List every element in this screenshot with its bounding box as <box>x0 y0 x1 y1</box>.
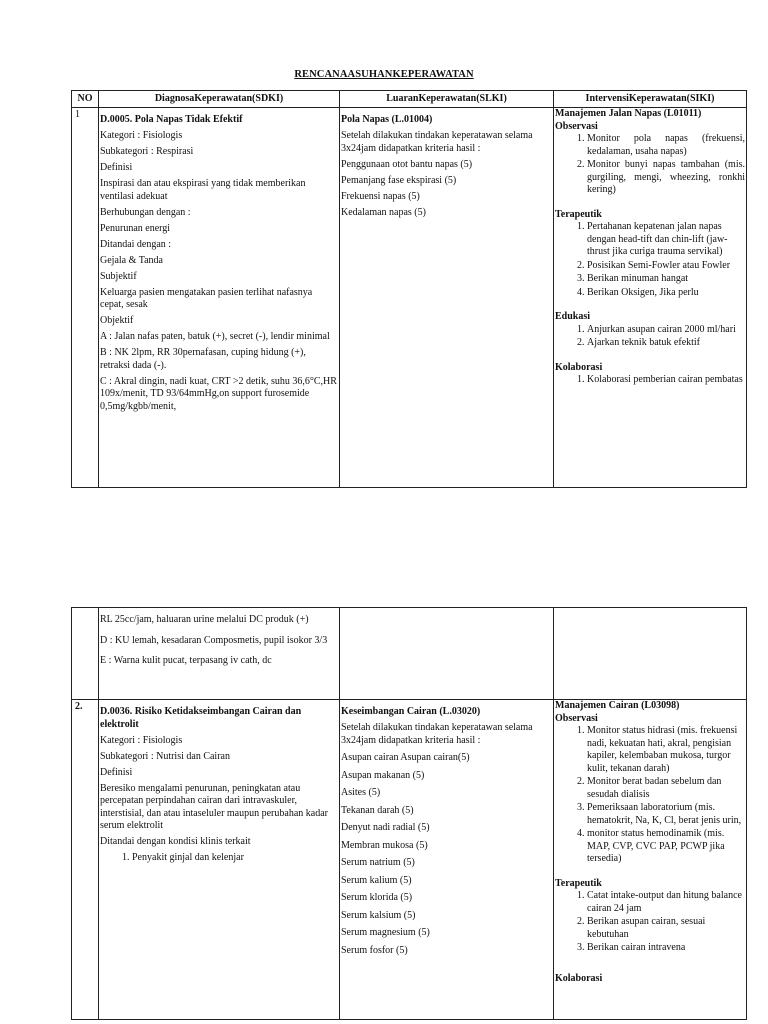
row-number: 2. <box>72 700 99 1020</box>
text-line: Pemanjang fase ekspirasi (5) <box>341 174 457 186</box>
list-item: 4. monitor status hemodinamik (mis. MAP, CVP, CVC PAP, PCWP jika tersedia) <box>587 828 745 866</box>
diagnosa-continued-lines <box>100 614 338 668</box>
row-number <box>72 608 99 700</box>
diagnosa-cell <box>99 108 340 488</box>
list-item: 2. Monitor bunyi napas tambahan (mis. gurgiling, mengi, wheezing, ronkhi kering) <box>587 159 745 197</box>
list-item: 3. Berikan cairan intravena <box>587 942 745 955</box>
list-item: 2. Monitor berat badan sebelum dan sesudah dialisis <box>587 776 745 801</box>
edukasi-heading: Edukasi <box>555 311 591 322</box>
list-item: 1. Anjurkan asupan cairan 2000 ml/hari <box>587 324 745 337</box>
observasi-heading: Observasi <box>555 120 598 132</box>
text-line: Inspirasi dan atau ekspirasi yang tidak memberikan ventilasi adekuat <box>100 178 306 202</box>
text-line: Frekuensi napas (5) <box>341 190 420 202</box>
header-no: NO <box>72 91 99 108</box>
observasi-list <box>571 133 745 197</box>
list-item: 1. Monitor status hidrasi (mis. frekuensi nadi, kekuatan hati, akral, pengisian kapiler, kelembaban mukosa, turgor kulit, tekanan darah) <box>587 725 745 775</box>
text-line: Penggunaan otot bantu napas (5) <box>341 158 473 170</box>
diagnosa-cell <box>99 700 340 1020</box>
header-luaran: LuaranKeperawatan(SLKI) <box>340 91 554 108</box>
list-item: 3. Berikan minuman hangat <box>587 273 745 286</box>
terapeutik-list <box>571 221 745 299</box>
text-line: Asites (5) <box>341 787 381 798</box>
text-line: C : Akral dingin, nadi kuat, CRT >2 detik, suhu 36,6°C,HR 109x/menit, TD 93/64mmHg,on support furosemide 0,5mg/kgbb/menit, <box>100 375 337 412</box>
table-row <box>72 608 747 700</box>
text-line: Serum klorida (5) <box>341 892 413 903</box>
intervensi-cell <box>554 700 747 1020</box>
text-line: E : Warna kulit pucat, terpasang iv cath, dc <box>100 655 272 666</box>
list-item: 2. Berikan asupan cairan, sesuai kebutuhan <box>587 916 745 941</box>
document-title: RENCANAASUHANKEPERAWATAN <box>294 69 474 80</box>
text-line: Tekanan darah (5) <box>341 804 414 816</box>
text-line: Serum kalium (5) <box>341 874 412 886</box>
text-line: Subkategori : Nutrisi dan Cairan <box>100 750 230 762</box>
header-diagnosa: DiagnosaKeperawatan(SDKI) <box>99 91 340 108</box>
list-item: 1. Monitor pola napas (frekuensi, kedalaman, usaha napas) <box>587 133 745 158</box>
luaran-lines <box>341 130 552 219</box>
luaran-cell <box>340 108 554 488</box>
list-item: 1. Catat intake-output dan hitung balance cairan 24 jam <box>587 890 745 915</box>
intervensi-cell <box>554 108 747 488</box>
kolaborasi-heading: Kolaborasi <box>555 361 603 373</box>
terapeutik-heading: Terapeutik <box>555 208 602 220</box>
list-item: 1. Kolaborasi pemberian cairan pembatas <box>587 374 745 387</box>
text-line: Definisi <box>100 766 133 778</box>
text-line: Asupan makanan (5) <box>341 769 425 781</box>
intervensi-title: Manajemen Cairan (L03098) <box>555 700 680 711</box>
text-line: Serum fosfor (5) <box>341 944 408 956</box>
diagnosa-condition-list <box>116 852 338 865</box>
diagnosa-title: D.0036. Risiko Ketidakseimbangan Cairan dan elektrolit <box>100 706 302 730</box>
terapeutik-list <box>571 890 745 955</box>
list-item: 2. Posisikan Semi-Fowler atau Fowler <box>587 260 745 273</box>
luaran-title: Pola Napas (L.01004) <box>341 114 433 125</box>
text-line: Penurunan energi <box>100 222 171 234</box>
kolaborasi-heading: Kolaborasi <box>555 972 603 984</box>
text-line: Membran mukosa (5) <box>341 839 428 851</box>
text-line: Berhubungan dengan : <box>100 206 191 218</box>
header-intervensi: IntervensiKeperawatan(SIKI) <box>554 91 747 108</box>
text-line: Kedalaman napas (5) <box>341 206 426 218</box>
edukasi-list <box>571 324 745 350</box>
luaran-lines <box>341 722 552 957</box>
text-line: Ditandai dengan kondisi klinis terkait <box>100 836 251 847</box>
intervensi-cell-continued <box>554 608 747 700</box>
text-line: A : Jalan nafas paten, batuk (+), secret (-), lendir minimal <box>100 331 330 342</box>
text-line: Serum natrium (5) <box>341 857 415 868</box>
text-line: Kategori : Fisiologis <box>100 734 183 746</box>
text-line: Subjektif <box>100 270 137 282</box>
list-item: 4. Berikan Oksigen, Jika perlu <box>587 287 745 300</box>
table-header-row <box>72 91 747 108</box>
diagnosa-cell-continued <box>99 608 340 700</box>
text-line: Denyut nadi radial (5) <box>341 822 430 833</box>
text-line: Keluarga pasien mengatakan pasien terlihat nafasnya cepat, sesak <box>100 286 313 310</box>
text-line: Asupan cairan Asupan cairan(5) <box>341 752 470 763</box>
text-line: RL 25cc/jam, haluaran urine melalui DC produk (+) <box>100 614 309 625</box>
text-line: Ditandai dengan : <box>100 238 172 250</box>
text-line: Gejala & Tanda <box>100 254 163 266</box>
text-line: Kategori : Fisiologis <box>100 130 183 141</box>
text-line: Serum magnesium (5) <box>341 927 430 938</box>
list-item: 1. Pertahanan kepatenan jalan napas dengan head-tift dan chin-lift (jaw-thrust jika curiga trauma servikal) <box>587 221 745 259</box>
row-number: 1 <box>72 108 99 488</box>
luaran-title: Keseimbangan Cairan (L.03020) <box>341 706 481 717</box>
luaran-cell-continued <box>340 608 554 700</box>
table-row <box>72 700 747 1020</box>
diagnosa-lines <box>100 130 338 413</box>
list-item: 3. Pemeriksaan laboratorium (mis. hematokrit, Na, K, Cl, berat jenis urin, <box>587 802 745 827</box>
text-line: Definisi <box>100 162 133 173</box>
text-line: Subkategori : Respirasi <box>100 146 194 157</box>
text-line: Setelah dilakukan tindakan keperatawan selama 3x24jam didapatkan kriteria hasil : <box>341 722 533 746</box>
list-item: 2. Ajarkan teknik batuk efektif <box>587 337 745 350</box>
table-row <box>72 108 747 488</box>
intervensi-title: Manajemen Jalan Napas (L01011) <box>555 108 702 119</box>
text-line: Objektif <box>100 315 134 326</box>
text-line: D : KU lemah, kesadaran Composmetis, pupil isokor 3/3 <box>100 634 328 646</box>
text-line: Beresiko mengalami penurunan, peningkatan atau percepatan perpindahan cairan dari intravaskuler, interstisial, dan atau intaseluler maupun perubahan kadar serum elektrolit <box>100 782 328 831</box>
observasi-list <box>571 725 745 866</box>
text-line: Setelah dilakukan tindakan keperatawan selama 3x24jam didapatkan kriteria hasil : <box>341 130 533 154</box>
care-plan-table-continued <box>71 607 747 1020</box>
observasi-heading: Observasi <box>555 712 598 724</box>
diagnosa-title: D.0005. Pola Napas Tidak Efektif <box>100 114 243 125</box>
text-line: B : NK 2lpm, RR 30pernafasan, cuping hidung (+), retraksi dada (-). <box>100 347 306 371</box>
text-line: Serum kalsium (5) <box>341 909 416 921</box>
diagnosa-lines <box>100 735 338 849</box>
terapeutik-heading: Terapeutik <box>555 877 602 889</box>
luaran-cell <box>340 700 554 1020</box>
list-item: 1. Penyakit ginjal dan kelenjar <box>132 852 338 865</box>
care-plan-table <box>71 90 747 488</box>
kolaborasi-list <box>571 374 745 387</box>
